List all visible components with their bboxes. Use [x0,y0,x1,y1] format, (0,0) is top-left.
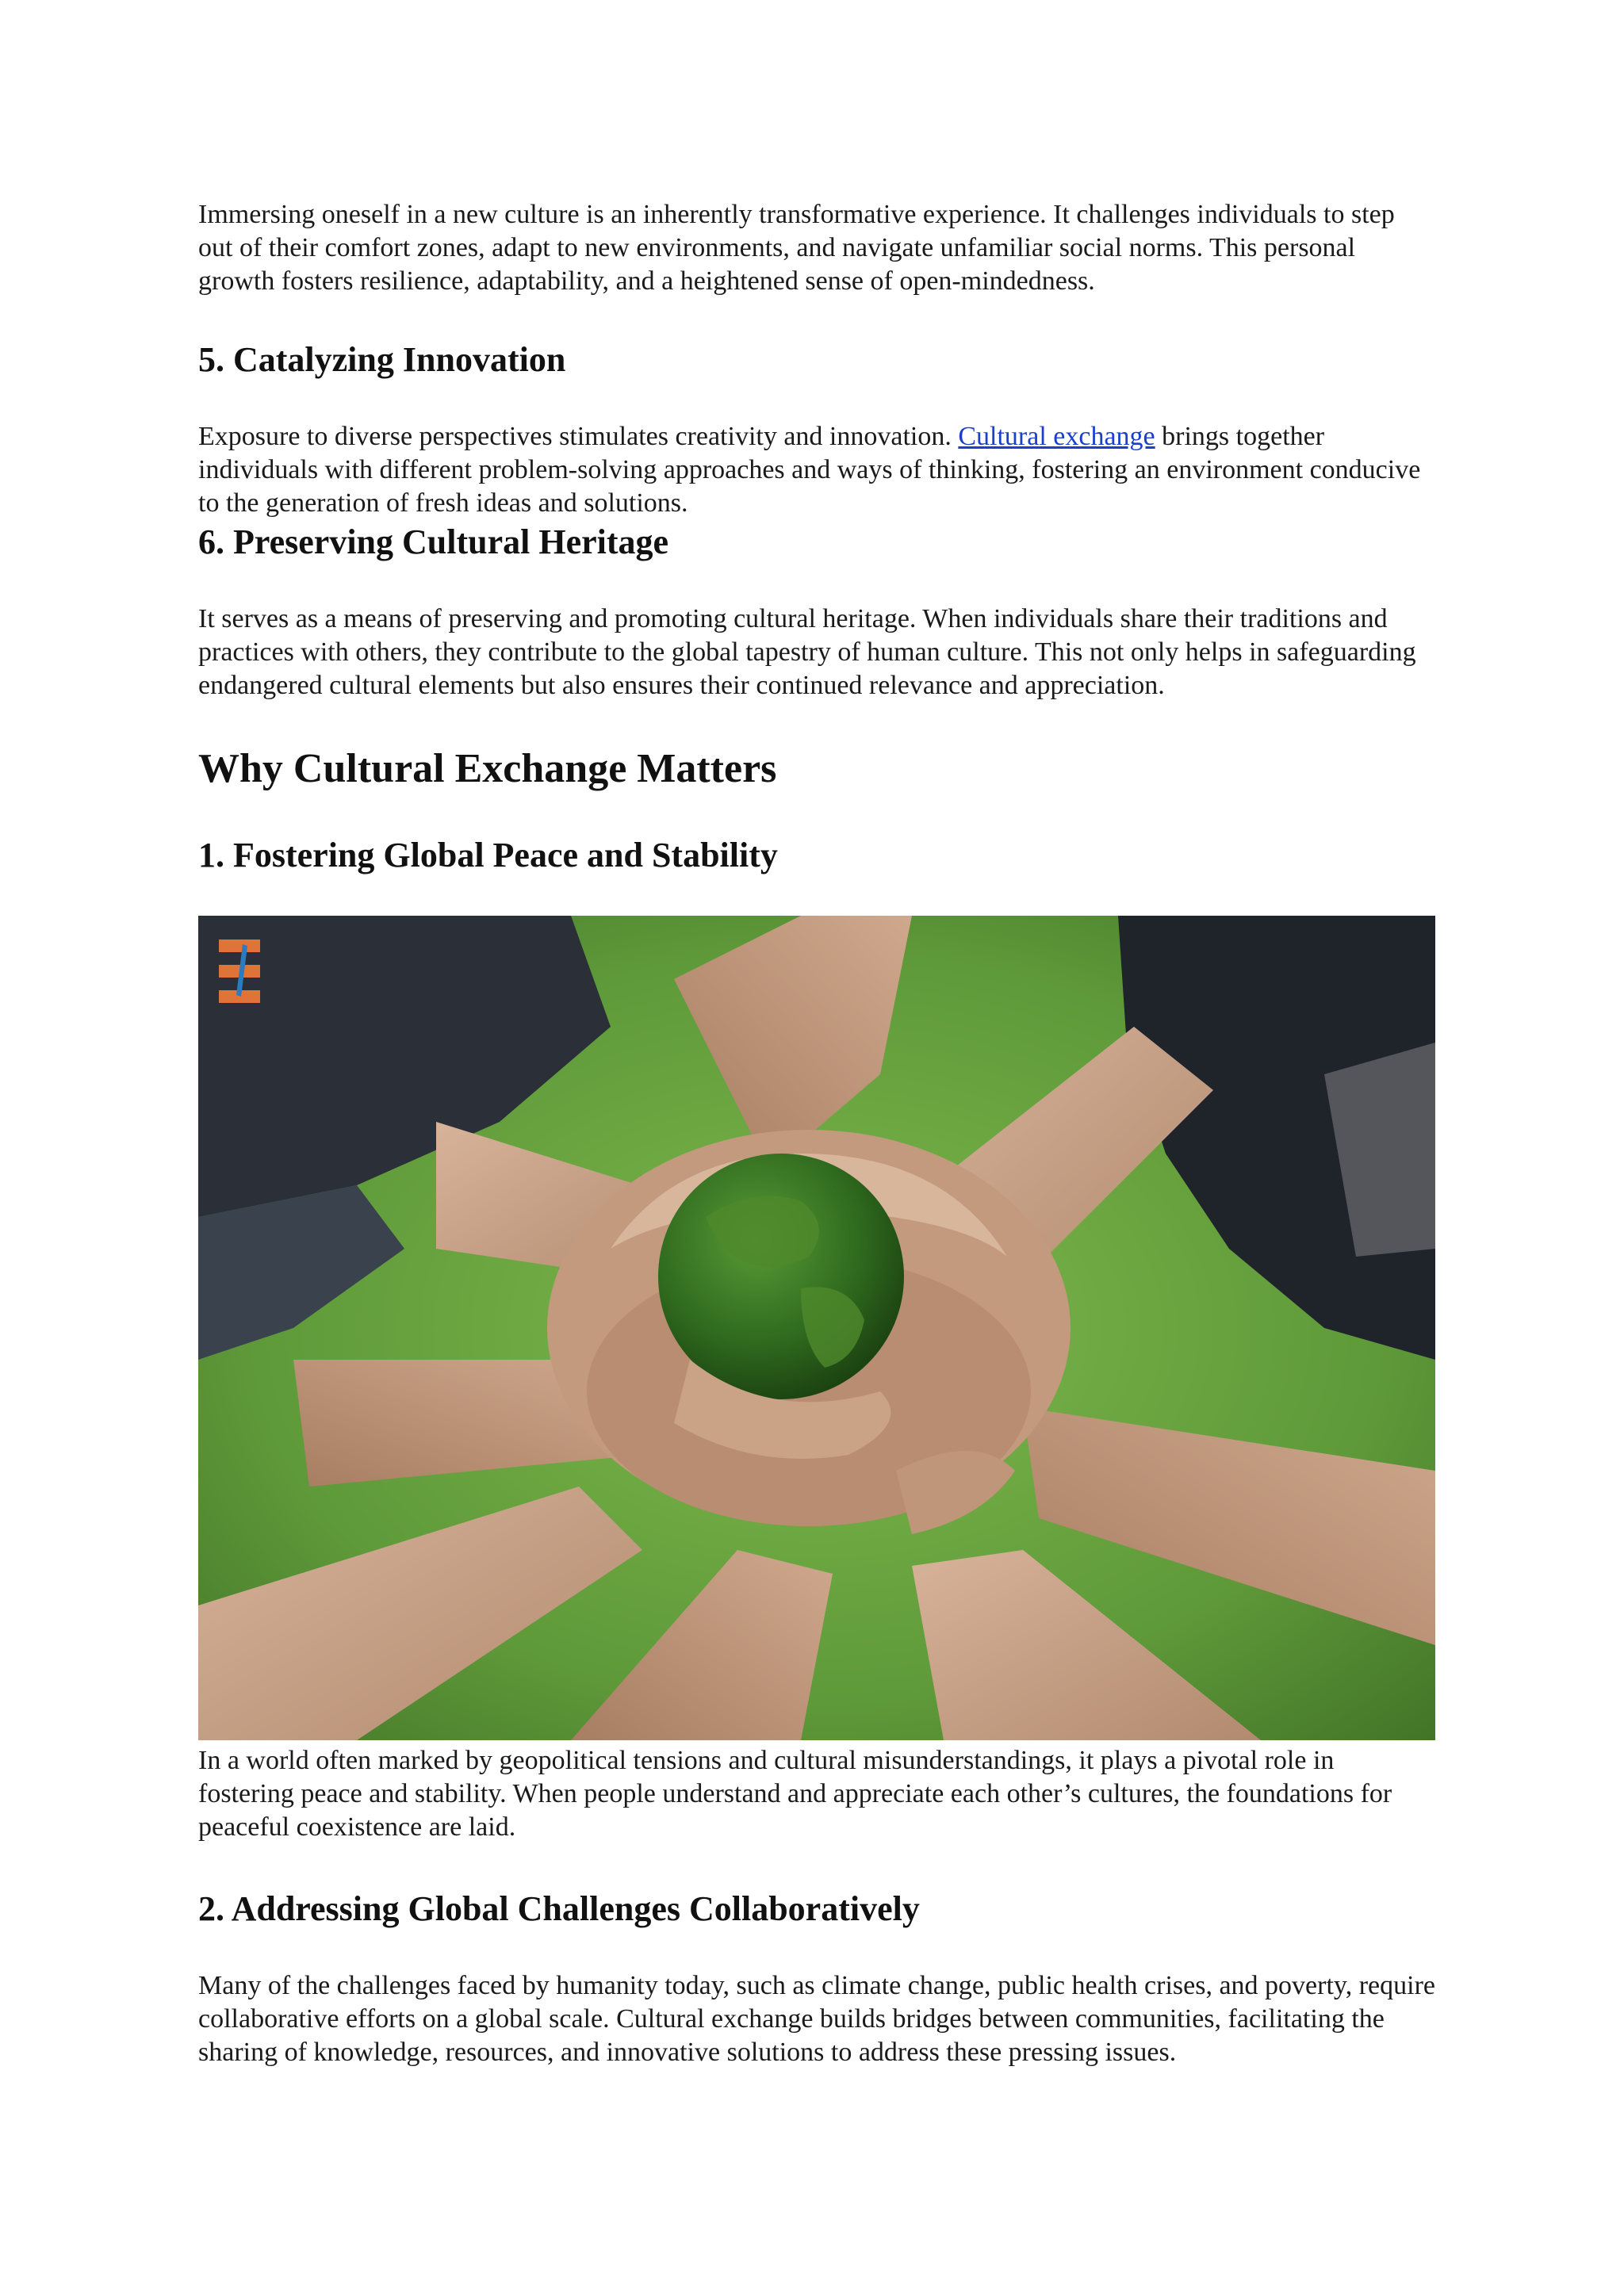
hands-holding-globe-image [198,916,1435,1740]
cultural-exchange-link[interactable]: Cultural exchange [958,422,1155,451]
section-6-paragraph: It serves as a means of preserving and promoting cultural heritage. When individuals share their traditions and practices with others, they contribute to the global tapestry of human culture. This not only helps in safeguarding endangered cultural elements but also ensures their continued relevance and appreciation. [198,604,1416,700]
point-2-paragraph: Many of the challenges faced by humanity today, such as climate change, public health crises, and poverty, require collaborative efforts on a global scale. Cultural exchange builds bridges between communities, facilitating the sharing of knowledge, resources, and innovative solutions to address these pressing issues. [198,1971,1435,2067]
point-2-heading: 2. Addressing Global Challenges Collaboratively [198,1889,920,1928]
why-cultural-exchange-heading: Why Cultural Exchange Matters [198,746,777,791]
brand-logo-icon [219,939,260,1003]
point-1-heading: 1. Fostering Global Peace and Stability [198,836,778,874]
section-5-text-start: Exposure to diverse perspectives stimulates creativity and innovation. [198,422,959,451]
hands-holding-green-globe-photo [198,916,1435,1740]
section-6-heading: 6. Preserving Cultural Heritage [198,522,669,561]
section-5-paragraph [198,420,1435,520]
section-5-heading: 5. Catalyzing Innovation [198,340,566,379]
point-1-paragraph: In a world often marked by geopolitical tensions and cultural misunderstandings, it plays a pivotal role in fostering peace and stability. When people understand and appreciate each other’s cultures, the foundations for peaceful coexistence are laid. [198,1746,1392,1842]
section-5-text-end: brings together individuals with different problem-solving approaches and ways of thinking, fostering an environment conducive to the generation of fresh ideas and solutions. [198,422,1421,518]
intro-paragraph: Immersing oneself in a new culture is an inherently transformative experience. It challenges individuals to step out of their comfort zones, adapt to new environments, and navigate unfamiliar social norms. This personal growth fosters resilience, adaptability, and a heightened sense of open-mindedness. [198,200,1395,296]
